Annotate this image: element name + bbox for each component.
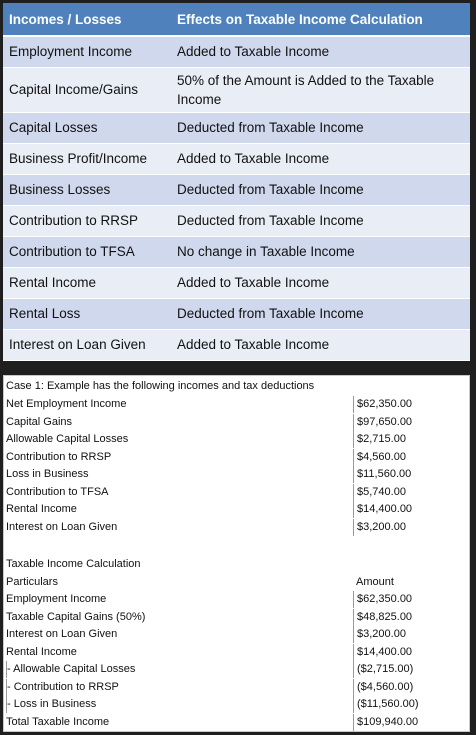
table-row — [3, 298, 470, 329]
example-label: Allowable Capital Losses — [6, 433, 129, 445]
calc-total-row — [4, 714, 471, 732]
row-item: Contribution to TFSA — [3, 236, 171, 267]
row-effect: Deducted from Taxable Income — [171, 174, 470, 205]
header-effects: Effects on Taxable Income Calculation — [171, 3, 470, 36]
calc-label: Employment Income — [6, 593, 107, 605]
calc-label: Interest on Loan Given — [6, 628, 118, 640]
table-row — [3, 236, 470, 267]
calc-label: - Loss in Business — [6, 696, 100, 713]
table-row — [3, 112, 470, 143]
particulars-label: Particulars — [6, 575, 58, 588]
calc-value: $48,825.00 — [353, 609, 427, 626]
example-label: Contribution to TFSA — [6, 485, 109, 498]
calc-header-row — [4, 574, 471, 592]
example-value: $62,350.00 — [353, 396, 427, 413]
example-label: Net Employment Income — [6, 398, 127, 410]
example-label: Interest on Loan Given — [6, 520, 118, 533]
example-title: Case 1: Example has the following incomes and tax deductions — [6, 380, 315, 392]
example-label: Rental Income — [6, 503, 77, 515]
row-effect: Added to Taxable Income — [171, 36, 470, 67]
table-row — [3, 36, 470, 67]
row-effect: Added to Taxable Income — [171, 143, 470, 174]
calc-label: Rental Income — [6, 645, 77, 658]
example-row — [4, 519, 471, 537]
row-item: Capital Income/Gains — [3, 67, 171, 112]
calc-value: $3,200.00 — [353, 626, 427, 643]
table-row — [3, 67, 470, 112]
example-value: $11,560.00 — [353, 466, 427, 483]
calc-value: $62,350.00 — [353, 591, 427, 608]
example-value: $2,715.00 — [353, 431, 427, 448]
row-effect: Deducted from Taxable Income — [171, 205, 470, 236]
row-effect: Deducted from Taxable Income — [171, 298, 470, 329]
calc-label: - Allowable Capital Losses — [6, 661, 139, 678]
example-row — [4, 431, 471, 449]
example-row — [4, 501, 471, 519]
calc-total-value: $109,940.00 — [353, 714, 427, 731]
calc-title-row — [4, 556, 471, 574]
example-label: Contribution to RRSP — [6, 450, 112, 463]
calc-row — [4, 661, 471, 679]
row-item: Contribution to RRSP — [3, 205, 171, 236]
calc-label: Taxable Capital Gains (50%) — [6, 610, 146, 623]
row-item: Business Losses — [3, 174, 171, 205]
example-row — [4, 449, 471, 467]
header-incomes-losses: Incomes / Losses — [3, 3, 171, 36]
calc-row — [4, 609, 471, 627]
row-item: Capital Losses — [3, 112, 171, 143]
row-effect: Added to Taxable Income — [171, 329, 470, 360]
calc-row — [4, 679, 471, 697]
table-row — [3, 267, 470, 298]
income-effects-table — [3, 3, 470, 361]
calc-row — [4, 644, 471, 662]
calc-label: - Contribution to RRSP — [6, 679, 123, 696]
row-effect: 50% of the Amount is Added to the Taxable Income — [171, 67, 470, 112]
calc-row — [4, 626, 471, 644]
row-effect: Deducted from Taxable Income — [171, 112, 470, 143]
calc-title: Taxable Income Calculation — [6, 558, 141, 570]
example-sheet — [3, 375, 470, 732]
example-title-row — [4, 378, 471, 396]
row-item: Employment Income — [3, 36, 171, 67]
example-row — [4, 484, 471, 502]
row-effect: Added to Taxable Income — [171, 267, 470, 298]
calc-row — [4, 591, 471, 609]
table-row — [3, 205, 470, 236]
example-row — [4, 466, 471, 484]
example-value: $3,200.00 — [353, 519, 427, 536]
table-row — [3, 174, 470, 205]
row-effect: No change in Taxable Income — [171, 236, 470, 267]
calc-total-label: Total Taxable Income — [6, 715, 110, 728]
example-value: $4,560.00 — [353, 449, 427, 466]
table-row — [3, 329, 470, 360]
row-item: Business Profit/Income — [3, 143, 171, 174]
example-row — [4, 396, 471, 414]
example-label: Loss in Business — [6, 468, 89, 480]
calc-value: ($4,560.00) — [353, 679, 427, 696]
calc-row — [4, 696, 471, 714]
calc-value: ($2,715.00) — [353, 661, 427, 678]
row-item: Rental Income — [3, 267, 171, 298]
example-label: Capital Gains — [6, 415, 73, 428]
row-item: Rental Loss — [3, 298, 171, 329]
row-item: Interest on Loan Given — [3, 329, 171, 360]
calc-value: $14,400.00 — [353, 644, 427, 661]
table-header-row — [3, 3, 470, 36]
amount-label: Amount — [356, 575, 394, 588]
table-row — [3, 143, 470, 174]
calc-value: ($11,560.00) — [353, 696, 427, 713]
example-value: $14,400.00 — [353, 501, 427, 518]
example-value: $5,740.00 — [353, 484, 427, 501]
example-value: $97,650.00 — [353, 414, 427, 431]
example-row — [4, 414, 471, 432]
